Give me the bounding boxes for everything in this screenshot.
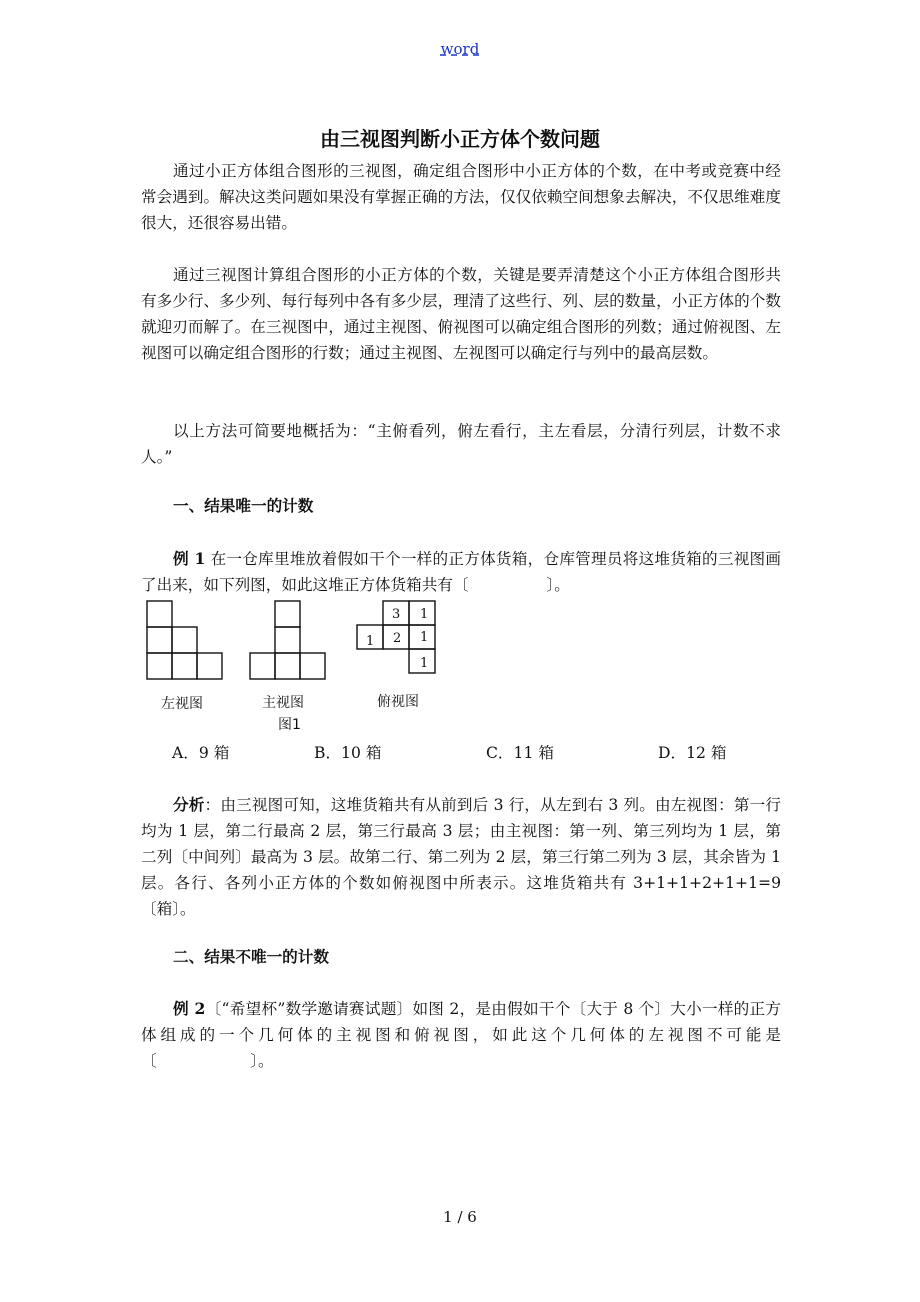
example2-paragraph [141, 996, 781, 1074]
section2-heading: 二、结果不唯一的计数 [173, 948, 329, 966]
analysis-paragraph [141, 792, 781, 922]
option-d: D．12 箱 [658, 744, 727, 762]
option-b: B．10 箱 [314, 744, 382, 762]
top-view-number: 1 [366, 634, 375, 649]
top-view-number: 1 [420, 656, 429, 671]
option-c: C．11 箱 [486, 744, 554, 762]
document-title: 由三视图判断小正方体个数问题 [320, 127, 600, 151]
example1-paragraph [141, 546, 781, 598]
figure-caption: 图1 [278, 717, 301, 733]
answer-options [172, 741, 772, 765]
top-view-numbers [366, 607, 428, 671]
top-view-label: 俯视图 [377, 694, 419, 710]
example1-text: 在一仓库里堆放着假如干个一样的正方体货箱，仓库管理员将这堆货箱的三视图画了出来，如下列图，如此这堆正方体货箱共有〔 〕。 [141, 550, 781, 594]
analysis-label: 分析 [173, 795, 205, 814]
intro-paragraph-3: 以上方法可简要地概括为：“主俯看列，俯左看行，主左看层，分清行列层，计数不求人。” [141, 422, 781, 466]
left-view-label: 左视图 [161, 696, 203, 712]
example1-label: 例 1 [173, 549, 206, 568]
example2-text: 〔“希望杯”数学邀请赛试题〕如图 2，是由假如干个〔大于 8 个〕大小一样的正方体组成的一个几何体的主视图和俯视图，如此这个几何体的左视图不可能是〔 〕。 [141, 1000, 781, 1070]
example2-label: 例 2 [173, 999, 206, 1018]
figure-1-three-views [140, 600, 460, 740]
top-view-number: 1 [420, 607, 429, 622]
top-view-number: 1 [420, 630, 429, 645]
top-view-number: 3 [392, 607, 401, 622]
analysis-text: ：由三视图可知，这堆货箱共有从前到后 3 行，从左到右 3 列。由左视图：第一行均为 1 层，第二行最高 2 层，第三行最高 3 层；由主视图：第一列、第三列均为 1 层，第二列〔中间列〕最高为 3 层。故第二行、第二列为 2 层，第三行第二列为 3 层，其余皆为 1 层。各行、各列小正方体的个数如俯视图中所表示。这堆货箱共有 3+1+1+2+1+1=9〔箱〕。 [141, 796, 781, 918]
intro-paragraph-1: 通过小正方体组合图形的三视图，确定组合图形中小正方体的个数，在中考或竞赛中经常会遇到。解决这类问题如果没有掌握正确的方法，仅仅依赖空间想象去解决，不仅思维难度很大，还很容易出错。 [141, 162, 781, 232]
front-view-drawing [250, 601, 325, 679]
left-view-drawing [147, 601, 222, 679]
option-a: A．9 箱 [172, 744, 230, 762]
top-view-number: 2 [393, 631, 402, 646]
front-view-label: 主视图 [262, 695, 304, 711]
header-word-link[interactable]: word [440, 40, 480, 58]
section1-heading: 一、结果唯一的计数 [173, 497, 314, 515]
intro-paragraph-2: 通过三视图计算组合图形的小正方体的个数，关键是要弄清楚这个小正方体组合图形共有多少行、多少列、每行每列中各有多少层，理清了这些行、列、层的数量，小正方体的个数就迎刃而解了。在三视图中，通过主视图、俯视图可以确定组合图形的列数；通过俯视图、左视图可以确定组合图形的行数；通过主视图、左视图可以确定行与列中的最高层数。 [141, 266, 781, 362]
page-number: 1 / 6 [443, 1208, 477, 1226]
